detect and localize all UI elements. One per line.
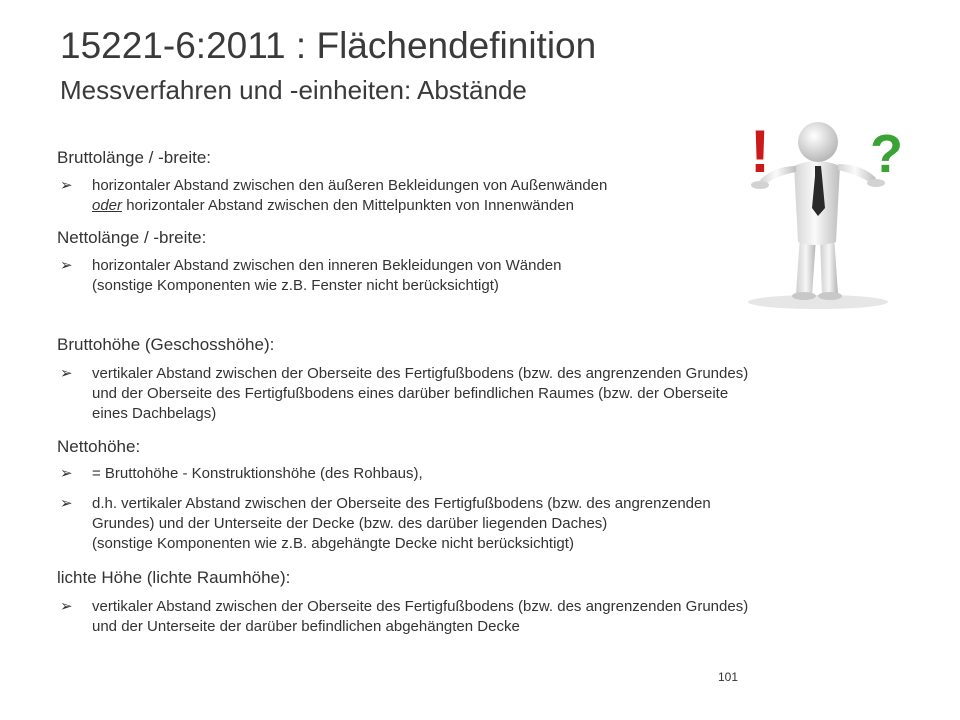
heading-nettohoehe: Nettohöhe: [57,437,141,456]
bullet-line: und der Unterseite der darüber befindlichen abgehängten Decke [92,618,520,635]
emphasis-oder: oder [92,197,123,214]
question-mark-icon: ? [870,124,903,184]
slide-title: 15221-6:2011 : Flächendefinition [60,25,597,66]
bullet-arrow-icon: ➢ [60,177,73,194]
bullet-lichte-hoehe [60,597,748,637]
bullet-line-rest: horizontaler Abstand zwischen den Mittelpunkten von Innenwänden [122,197,574,214]
page-number: 101 [718,670,739,684]
bullet-arrow-icon: ➢ [60,495,73,512]
bullet-bruttolaenge [60,176,607,216]
bullet-bruttohoehe [60,364,748,424]
bullet-line: vertikaler Abstand zwischen der Oberseite des Fertigfußbodens (bzw. des angrenzenden Grundes) [92,598,749,615]
bullet-line: (sonstige Komponenten wie z.B. abgehängte Decke nicht berücksichtigt) [92,535,574,552]
heading-bruttohoehe: Bruttohöhe (Geschosshöhe): [57,335,275,354]
bullet-nettohoehe-2 [60,494,711,554]
slide-subtitle: Messverfahren und -einheiten: Abstände [60,75,527,105]
bullet-nettolaenge [60,256,561,296]
bullet-line [92,196,607,216]
person-figure-icon [712,110,924,315]
bullet-arrow-icon: ➢ [60,257,73,274]
heading-nettolaenge: Nettolänge / -breite: [57,228,207,247]
bullet-nettohoehe-1 [60,464,423,484]
bullet-arrow-icon: ➢ [60,598,73,615]
bullet-line: horizontaler Abstand zwischen den inneren Bekleidungen von Wänden [92,257,562,274]
bullet-line: d.h. vertikaler Abstand zwischen der Oberseite des Fertigfußbodens (bzw. des angrenzenden [92,495,711,512]
bullet-line: und der Oberseite des Fertigfußbodens eines darüber befindlichen Raumes (bzw. der Oberseite [92,385,729,402]
exclamation-mark-icon: ! [750,118,770,185]
bullet-line: (sonstige Komponenten wie z.B. Fenster nicht berücksichtigt) [92,277,499,294]
bullet-line: vertikaler Abstand zwischen der Oberseite des Fertigfußbodens (bzw. des angrenzenden Grundes) [92,365,749,382]
thinking-person-illustration [712,110,924,315]
bullet-arrow-icon: ➢ [60,465,73,482]
bullet-arrow-icon: ➢ [60,365,73,382]
heading-lichte-hoehe: lichte Höhe (lichte Raumhöhe): [57,568,291,587]
bullet-line: Grundes) und der Unterseite der Decke (bzw. des darüber liegenden Daches) [92,515,608,532]
bullet-line: eines Dachbelags) [92,405,217,422]
bullet-line: = Bruttohöhe - Konstruktionshöhe (des Rohbaus), [92,465,423,482]
heading-bruttolaenge: Bruttolänge / -breite: [57,148,212,167]
bullet-line: horizontaler Abstand zwischen den äußeren Bekleidungen von Außenwänden [92,177,608,194]
